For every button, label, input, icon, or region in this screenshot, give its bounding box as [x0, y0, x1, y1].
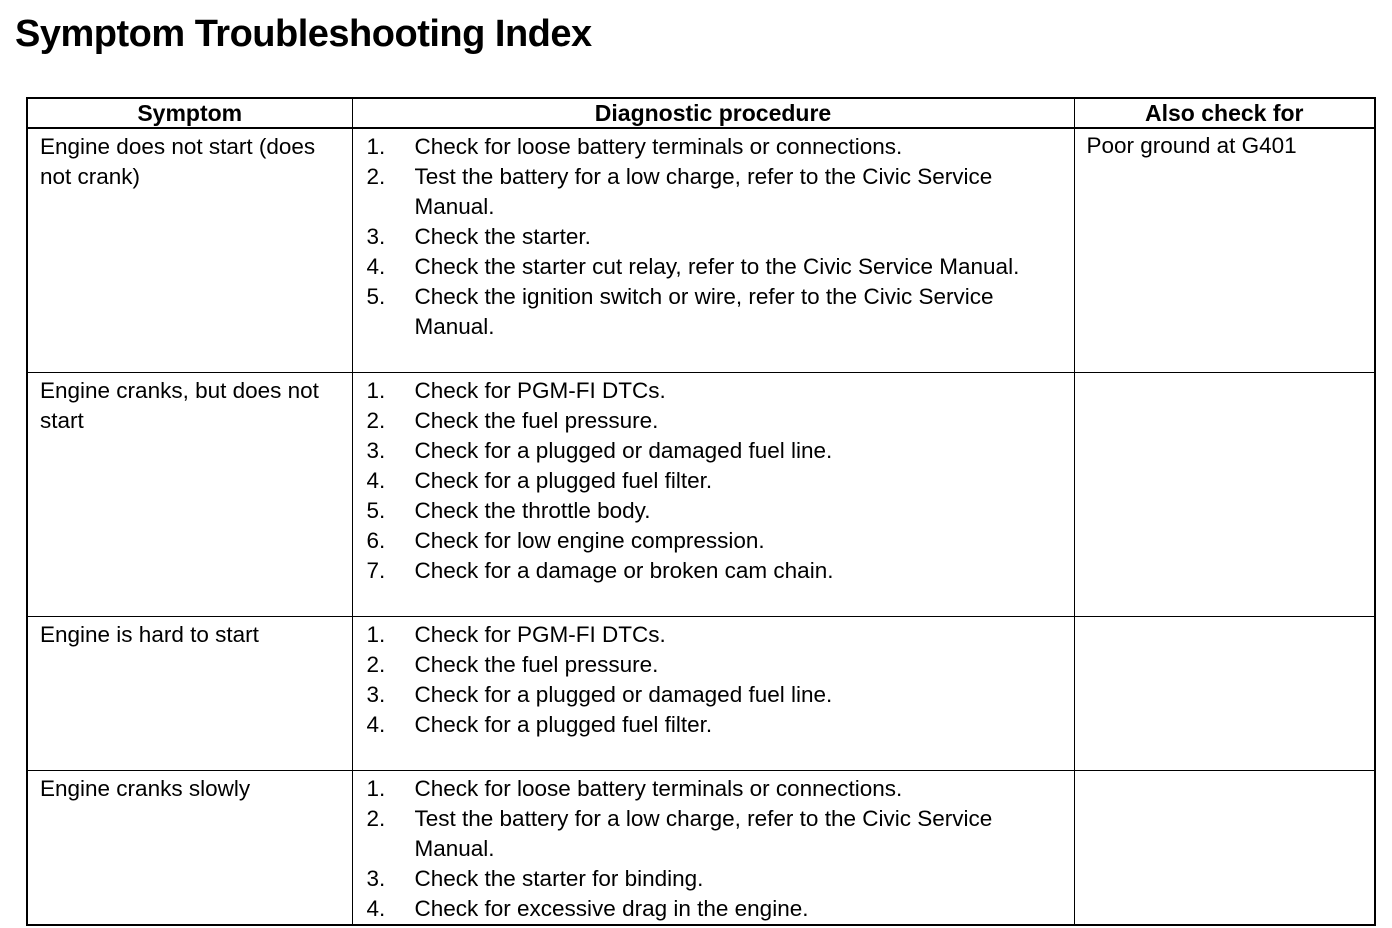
also-check-cell	[1074, 373, 1375, 617]
table-row	[27, 617, 1375, 771]
procedure-step	[367, 894, 1066, 924]
step-text: Check for a plugged or damaged fuel line.	[414, 438, 833, 463]
step-number: 5.	[366, 284, 386, 309]
procedure-steps	[367, 376, 1066, 586]
step-number: 7.	[366, 558, 386, 583]
step-text: Check for loose battery terminals or connections.	[414, 134, 903, 159]
step-text: Check for a plugged fuel filter.	[414, 468, 713, 493]
procedure-step	[367, 864, 1066, 894]
step-number: 1.	[366, 378, 386, 403]
troubleshooting-table	[26, 97, 1376, 926]
procedure-step	[367, 526, 1066, 556]
table-row	[27, 128, 1375, 373]
procedure-cell	[352, 617, 1074, 771]
procedure-step	[367, 132, 1066, 162]
procedure-step	[367, 252, 1066, 282]
step-text: Check for a plugged fuel filter.	[414, 712, 713, 737]
step-number: 3.	[366, 438, 386, 463]
step-text: Check for a damage or broken cam chain.	[414, 558, 834, 583]
step-text: Check the fuel pressure.	[414, 408, 659, 433]
step-number: 4.	[366, 896, 386, 921]
step-text: Check for low engine compression.	[414, 528, 765, 553]
step-number: 2.	[366, 408, 386, 433]
step-number: 4.	[366, 468, 386, 493]
procedure-step	[367, 804, 1066, 864]
procedure-steps	[367, 620, 1066, 740]
step-text: Check for PGM-FI DTCs.	[414, 378, 666, 403]
table-row	[27, 373, 1375, 617]
procedure-step	[367, 376, 1066, 406]
step-number: 3.	[366, 682, 386, 707]
step-text: Check the fuel pressure.	[414, 652, 659, 677]
symptom-cell: Engine is hard to start	[27, 617, 352, 771]
step-number: 4.	[366, 254, 386, 279]
header-also-check-for: Also check for	[1074, 98, 1375, 128]
procedure-step	[367, 650, 1066, 680]
symptom-cell: Engine cranks, but does not start	[27, 373, 352, 617]
also-check-cell	[1074, 771, 1375, 926]
step-text: Check the starter cut relay, refer to the Civic Service Manual.	[414, 254, 1020, 279]
procedure-steps	[367, 132, 1066, 342]
step-text: Check the starter for binding.	[414, 866, 704, 891]
step-number: 2.	[366, 806, 386, 831]
step-text: Check the starter.	[414, 224, 591, 249]
step-text: Check for loose battery terminals or connections.	[414, 776, 903, 801]
procedure-step	[367, 680, 1066, 710]
procedure-cell	[352, 128, 1074, 373]
procedure-step	[367, 710, 1066, 740]
step-number: 4.	[366, 712, 386, 737]
procedure-cell	[352, 373, 1074, 617]
procedure-step	[367, 556, 1066, 586]
table-header-row	[27, 98, 1375, 128]
step-number: 5.	[366, 498, 386, 523]
procedure-step	[367, 620, 1066, 650]
step-number: 3.	[366, 866, 386, 891]
procedure-step	[367, 222, 1066, 252]
step-text: Test the battery for a low charge, refer to the Civic Service Manual.	[414, 806, 993, 861]
page-title: Symptom Troubleshooting Index	[15, 13, 592, 55]
procedure-step	[367, 162, 1066, 222]
header-diagnostic-procedure: Diagnostic procedure	[352, 98, 1074, 128]
procedure-step	[367, 406, 1066, 436]
step-number: 1.	[366, 776, 386, 801]
procedure-step	[367, 496, 1066, 526]
procedure-step	[367, 436, 1066, 466]
step-text: Check for a plugged or damaged fuel line.	[414, 682, 833, 707]
procedure-steps	[367, 774, 1066, 924]
step-number: 1.	[366, 134, 386, 159]
step-text: Check the throttle body.	[414, 498, 651, 523]
procedure-step	[367, 774, 1066, 804]
step-text: Check for PGM-FI DTCs.	[414, 622, 666, 647]
table-row	[27, 771, 1375, 926]
step-text: Check for excessive drag in the engine.	[414, 896, 809, 921]
procedure-step	[367, 282, 1066, 342]
step-text: Test the battery for a low charge, refer to the Civic Service Manual.	[414, 164, 993, 219]
header-symptom: Symptom	[27, 98, 352, 128]
step-number: 1.	[366, 622, 386, 647]
procedure-step	[367, 466, 1066, 496]
symptom-cell: Engine does not start (does not crank)	[27, 128, 352, 373]
step-number: 2.	[366, 164, 386, 189]
procedure-cell	[352, 771, 1074, 926]
symptom-cell: Engine cranks slowly	[27, 771, 352, 926]
step-number: 6.	[366, 528, 386, 553]
also-check-cell	[1074, 617, 1375, 771]
step-number: 3.	[366, 224, 386, 249]
also-check-cell: Poor ground at G401	[1074, 128, 1375, 373]
step-text: Check the ignition switch or wire, refer to the Civic Service Manual.	[414, 284, 994, 339]
step-number: 2.	[366, 652, 386, 677]
